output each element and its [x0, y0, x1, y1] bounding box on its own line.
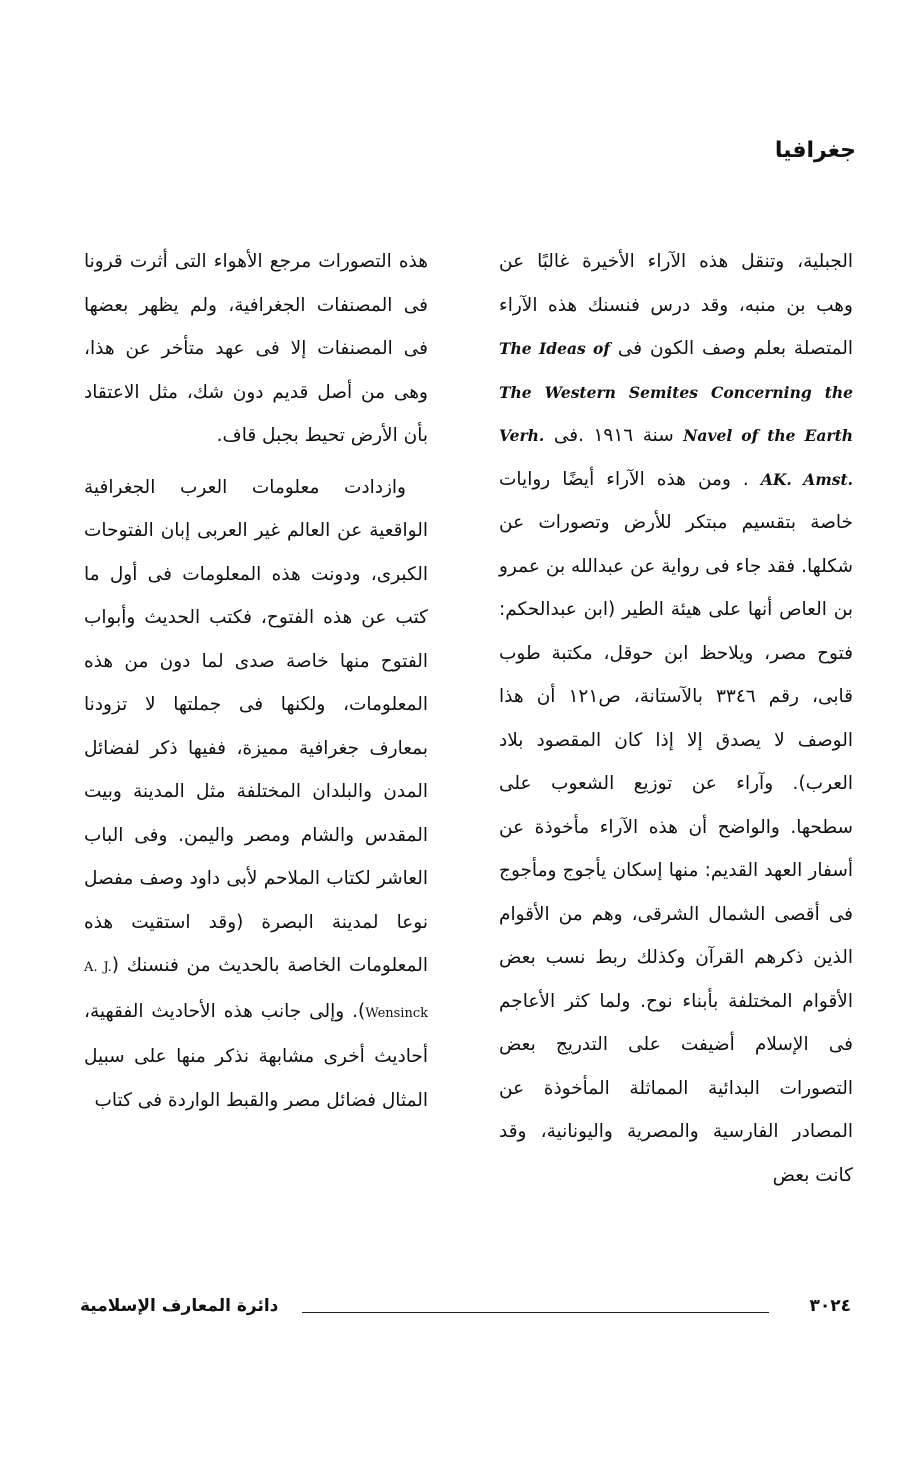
- text-line: بلاد العرب). وآراء عن توزيع الشعوب: [499, 729, 853, 794]
- text-line: . ومن: [697, 468, 749, 490]
- text-column-right: [499, 240, 853, 1197]
- text-line: التدريج بعض التصورات البدائية: [499, 1034, 853, 1099]
- text-line: الأرض تحيط بجبل قاف.: [216, 425, 398, 446]
- text-line: المدينة وبيت المقدس والشام ومصر: [84, 781, 428, 846]
- english-title: The Ideas of The Western Semites Concerning the Navel of the Earth: [499, 339, 854, 445]
- text-line: لمدينة البصرة (وقد استقيت هذه: [84, 911, 379, 933]
- text-line: المعلومات فى أول ما كتب عن هذه: [84, 563, 428, 628]
- text-line: ذكرهم القرآن وكذلك ربط نسب بعض: [499, 947, 804, 968]
- text-line: (ابن عبدالحكم: فتوح مصر، ويلاحظ: [499, 599, 853, 664]
- text-line: ٣٣٤٦ بالآستانة، ص١٢١ أن هذا: [499, 686, 756, 707]
- text-line: سنة ١٩١٦ .فى: [553, 425, 674, 446]
- text-line: الفتوحات الكبرى، ودونت هذه: [84, 520, 428, 585]
- text-line: الشمال الشرقى، وهم من الأقوام الذين: [499, 903, 853, 968]
- text-line: الوصف لا يصدق إلا إذا كان المقصود: [536, 729, 853, 751]
- text-line: هذه الآراء المتصلة بعلم وصف: [499, 294, 854, 359]
- text-line: الأقوام المختلفة بأبناء نوح. ولما كثر: [564, 990, 853, 1012]
- page-title: جغرافيا: [774, 138, 856, 163]
- page-number: ٣٠٢٤: [809, 1296, 851, 1316]
- paragraph: وازدادت معلومات العرب الجغرافية الواقعية عن العالم غير العربى إبان الفتوحات الكبرى، ودونت هذه المعلومات فى أول ما كتب عن هذه الفتوح، فكتب الحديث وأبواب الفتوح منها خاصة صدى لما دون من هذه المعلومات، ولكنها فى جملتها لا تزودنا بمعارف جغرافية مميزة، ففيها ذكر لفضائل المدن والبلدان المختلفة مثل المدينة وبيت المقدس والشام ومصر واليمن. وفى الباب العاشر لكتاب الملاحم لأبى داود وصف مفصل نوعا لمدينة البصرة (وقد استقيت هذه المعلومات الخاصة بالحديث من فنسنك (A. J. Wensinck). وإلى جانب هذه الأحاديث الفقهية، أحاديث أخرى مشابهة نذكر منها على سبيل المثال فضائل مصر والقبط الواردة فى كتاب: [84, 476, 428, 1111]
- text-line: وازدادت معلومات العرب الجغرافية: [84, 476, 406, 498]
- text-line: الكون فى: [617, 338, 695, 359]
- text-column-left: [84, 240, 428, 1122]
- paragraph: [84, 240, 428, 458]
- text-line: فضائل مصر والقبط الواردة فى كتاب: [94, 1089, 376, 1111]
- english-reference: Verh. AK. Amst.: [499, 426, 853, 489]
- text-line: ابن حوقل، مكتبة طوب قابى، رقم: [499, 642, 853, 707]
- text-line: لفضائل المدن والبلدان المختلفة مثل: [84, 737, 428, 802]
- text-line: على سطحها. والواضح أن هذه الآراء: [499, 773, 853, 838]
- text-line: عهد متأخر عن هذا، وهى من أصل: [84, 338, 428, 403]
- page-footer: [80, 1296, 851, 1326]
- text-line: واليمن. وفى الباب العاشر لكتاب: [84, 824, 428, 889]
- text-line: الفتوح، فكتب الحديث وأبواب الفتوح: [84, 607, 428, 672]
- text-line: والمصرية واليونانية، وقد كانت بعض: [499, 1121, 853, 1186]
- text-line: الجبلية، وتنقل هذه الآراء الأخيرة غالبًا: [537, 251, 854, 272]
- text-line: هذه التصورات مرجع الأهواء التى: [174, 251, 428, 272]
- text-line: المماثلة المأخوذة عن المصادر الفارسية: [499, 1077, 853, 1142]
- book-title: دائرة المعارف الإسلامية: [80, 1296, 279, 1316]
- text-line: الأعاجم فى الإسلام أضيفت على: [499, 990, 853, 1055]
- text-line: مبتكر للأرض وتصورات عن شكلها.: [499, 512, 853, 577]
- text-line: الملاحم لأبى داود وصف مفصل نوعا: [84, 868, 428, 933]
- text-line: بمعارف جغرافية مميزة، ففيها ذكر: [150, 737, 428, 759]
- english-name: A. J. Wensinck: [84, 960, 428, 1021]
- text-line: الأحاديث الفقهية، أحاديث أخرى: [84, 1000, 428, 1067]
- text-line: عمرو بن العاص أنها على هيئة الطير: [499, 555, 853, 620]
- text-line: المعلومات الخاصة بالحديث من: [186, 955, 428, 976]
- text-line: ). وإلى جانب هذه: [223, 1000, 366, 1022]
- text-line: عن وهب بن منبه، وقد درس فنسنك: [499, 251, 853, 316]
- text-line: ولم يظهر بعضها فى المصنفات إلا فى: [84, 294, 428, 359]
- text-line: فنسنك: [126, 955, 179, 976]
- text-line: مشابهة نذكر منها على سبيل المثال: [84, 1046, 428, 1111]
- text-line: قديم دون شك، مثل الاعتقاد بأن: [84, 381, 428, 446]
- text-line: أثرت قرونا فى المصنفات الجغرافية،: [84, 251, 429, 316]
- text-line: مأخوذة عن أسفار العهد القديم: منها: [499, 816, 853, 881]
- paragraph: [499, 240, 853, 1197]
- text-line: فقد جاء فى رواية عن عبدالله بن: [545, 555, 796, 577]
- text-line: المعلومات، ولكنها فى جملتها لا تزودنا: [84, 694, 428, 715]
- text-line: إسكان يأجوج ومأجوج فى أقصى: [499, 860, 854, 925]
- text-line: الواقعية عن العالم غير العربى إبان: [160, 520, 428, 541]
- text-line: هذه الآراء أيضًا روايات خاصة بتقسيم: [499, 468, 853, 533]
- footer-divider: [302, 1312, 769, 1313]
- text-line: منها خاصة صدى لما دون من هذه: [84, 650, 370, 672]
